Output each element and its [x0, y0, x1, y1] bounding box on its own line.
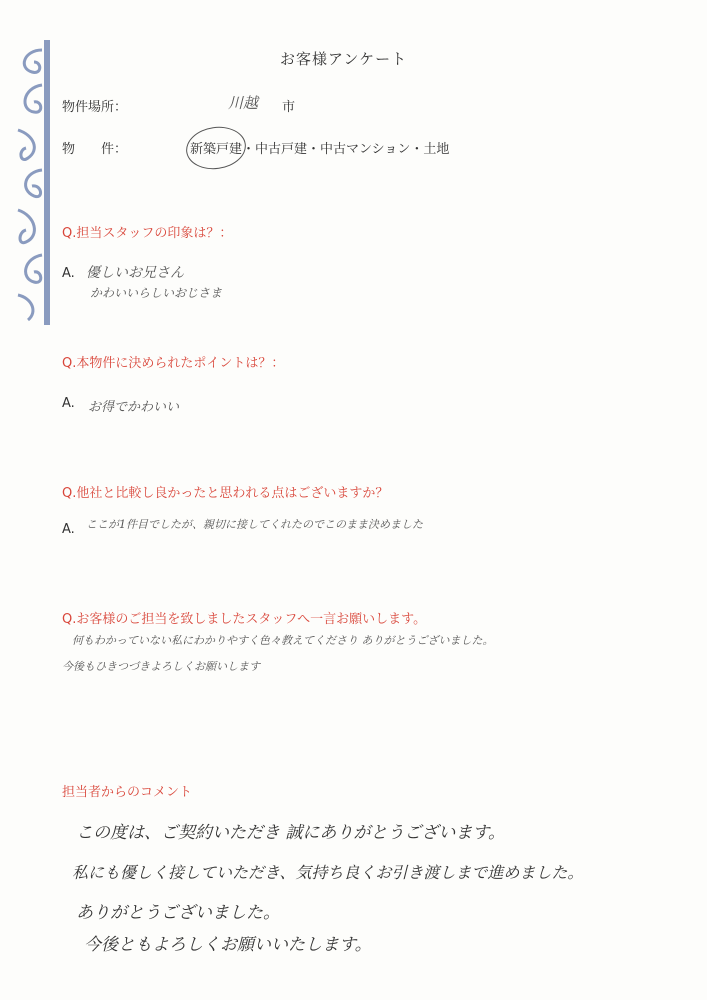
comment-heading: 担当者からのコメント: [62, 785, 193, 800]
location-value: 川越: [228, 94, 259, 112]
answer-4-line-2: 今後もひきつづきよろしくお願いします: [62, 660, 260, 673]
question-3: Q.他社と比較し良かったと思われる点はございますか？: [62, 486, 389, 501]
selection-circle: [183, 123, 248, 173]
question-2: Q.本物件に決められたポイントは？：: [62, 356, 285, 371]
answer-mark-3: A.: [62, 522, 75, 537]
answer-1-line-2: かわいいらしいおじさま: [90, 286, 223, 300]
comment-line-4: 今後ともよろしくお願いいたします。: [84, 935, 372, 955]
answer-1-line-1: 優しいお兄さん: [86, 265, 184, 281]
answer-3-line-1: ここが1件目でしたが、親切に接してくれたのでこのまま決めました: [86, 518, 423, 531]
answer-4-line-1: 何もわかっていない私にわかりやすく色々教えてくださり ありがとうございました。: [72, 634, 494, 647]
answer-mark-2: A.: [62, 396, 75, 411]
property-type-options: 新築戸建・中古戸建・中古マンション・土地: [190, 142, 450, 157]
question-1: Q.担当スタッフの印象は？：: [62, 226, 233, 241]
comment-line-2: 私にも優しく接していただき、気持ち良くお引き渡しまで進めました。: [72, 863, 584, 882]
answer-2-line-1: お得でかわいい: [88, 400, 180, 415]
property-type-label: 物 件：: [62, 142, 128, 157]
comment-line-1: この度は、ご契約いただき 誠にありがとうございます。: [76, 823, 506, 843]
comment-line-3: ありがとうございました。: [76, 903, 280, 923]
page-title: お客様アンケート: [280, 50, 408, 68]
location-suffix: 市: [282, 100, 296, 115]
answer-mark-1: A.: [62, 266, 75, 281]
location-label: 物件場所：: [62, 100, 128, 115]
question-4: Q.お客様のご担当を致しましたスタッフへ一言お願いします。: [62, 612, 427, 627]
decorative-border-ornament: [14, 40, 54, 325]
